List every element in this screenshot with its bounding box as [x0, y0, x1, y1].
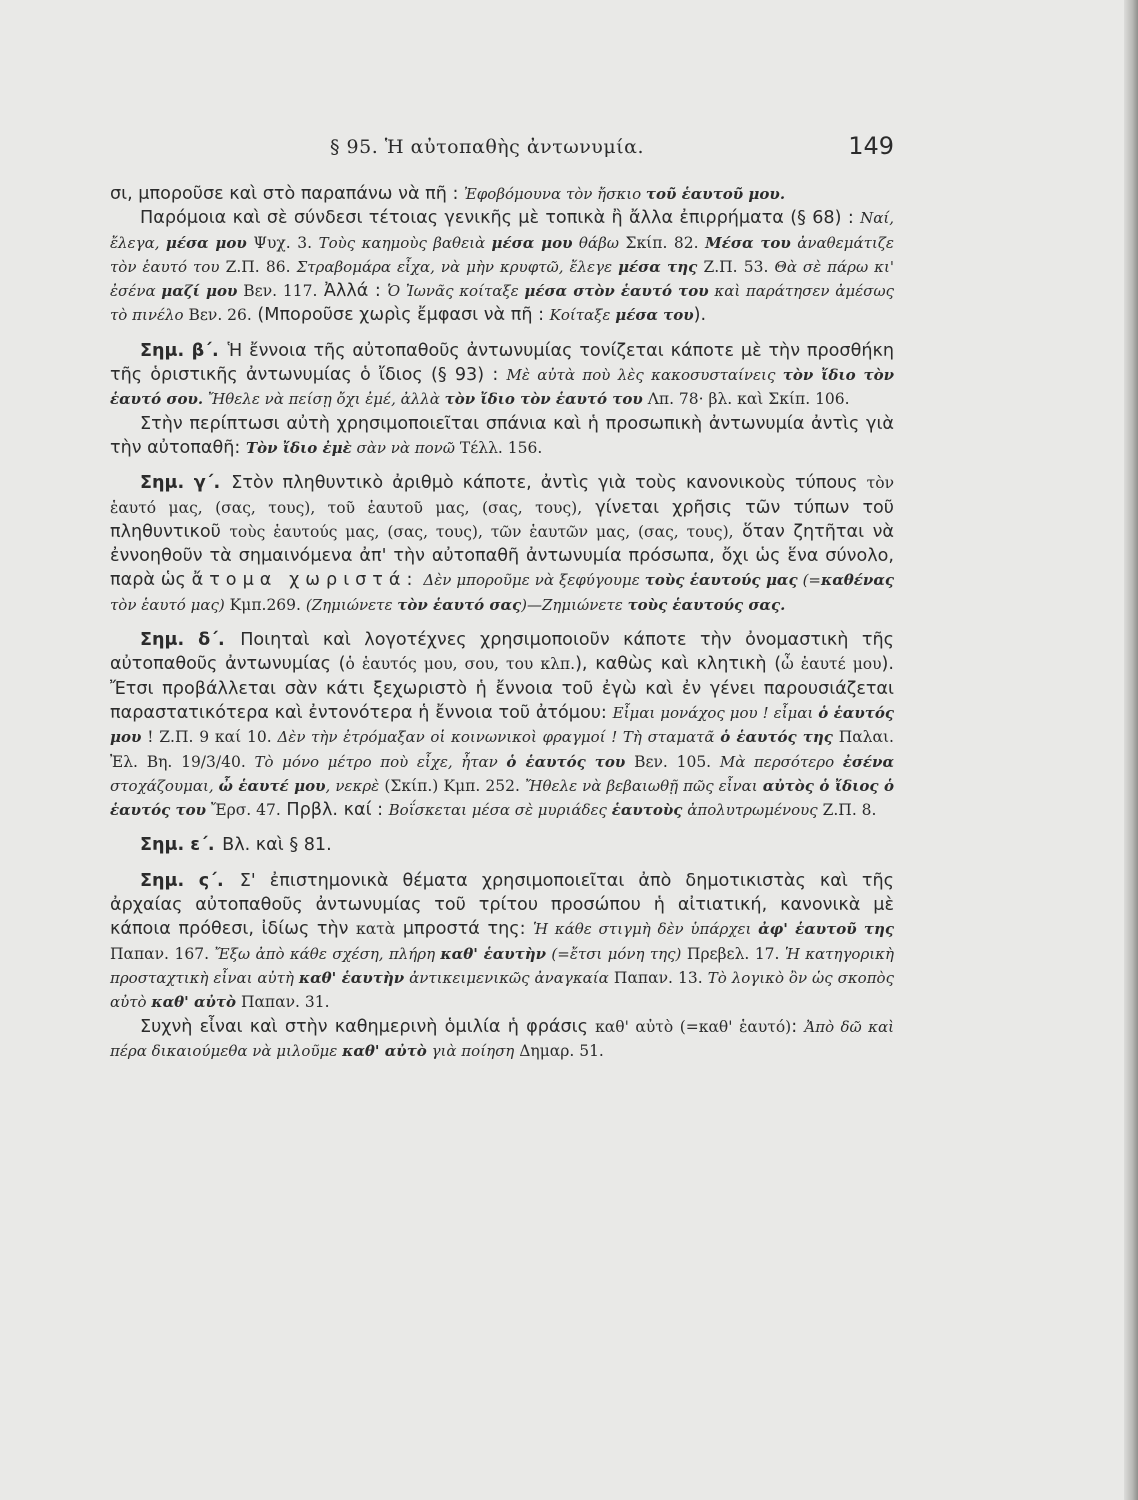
note-e: Σημ. ε΄. Βλ. καὶ § 81.: [140, 835, 332, 856]
note-f: Σημ. ς΄. Σ' ἐπιστημονικὰ θέματα χρησιμοποιεῖται ἀπὸ δημοτικιστὰς καὶ τῆς ἀρχαίας αὐτοπαθοῦς ἀντωνυμίας τοῦ τρίτου προσώπου ἡ αἰτιατική, κανονικὰ μὲ κάποια πρόθεσι, ἰδίως τὴν κατὰ μπροστά της: Ἡ κάθε στιγμὴ δὲν ὑπάρχει ἀφ' ἑαυτοῦ της Παπαν. 167. Ἔξω ἀπὸ κάθε σχέση, πλήρη καθ' ἑαυτὴν (=ἔτσι μόνη της) Πρεβελ. 17. Ἡ κατηγορικὴ προσταχτικὴ εἶναι αὐτὴ καθ' ἑαυτὴν ἀντικειμενικῶς ἀναγκαία Παπαν. 13. Τὸ λογικὸ ὂν ὡς σκοπὸς αὐτὸ καθ' αὐτὸ Παπαν. 31.: [110, 870, 894, 1012]
note-label: Σημ. β΄.: [140, 340, 219, 361]
paragraph-2: Παρόμοια καὶ σὲ σύνδεσι τέτοιας γενικῆς μὲ τοπικὰ ἢ ἄλλα ἐπιρρήματα (§ 68) : Ναί, ἔλεγα, μέσα μου Ψυχ. 3. Τοὺς καημοὺς βαθειὰ μέσα μου θάβω Σκίπ. 82. Μέσα του ἀναθεμάτιζε τὸν ἑαυτό του Ζ.Π. 86. Στραβομάρα εἶχα, νὰ μὴν κρυφτῶ, ἔλεγε μέσα της Ζ.Π. 53. Θὰ σὲ πάρω κι' ἐσένα μαζί μου Βεν. 117. Ἀλλά : Ὁ Ἰωνᾶς κοίταξε μέσα στὸν ἑαυτό του καὶ παράτησεν ἀμέσως τὸ πινέλο Βεν. 26. (Μποροῦσε χωρὶς ἔμφασι νὰ πῆ : Κοίταξε μέσα του).: [110, 208, 895, 326]
page-number: 149: [848, 132, 894, 160]
paragraph-4: Στὴν περίπτωσι αὐτὴ χρησιμοποιεῖται σπάνια καὶ ἡ προσωπικὴ ἀντωνυμία ἀντὶς γιὰ τὴν αὐτοπαθῆ: Τὸν ἴδιο ἐμὲ σὰν νὰ πονῶ Τέλλ. 156.: [110, 413, 894, 458]
running-title: § 95. Ἡ αὐτοπαθὴς ἀντωνυμία.: [330, 136, 644, 158]
body-text: [110, 182, 894, 1063]
note-d: Σημ. δ΄. Ποιηταὶ καὶ λογοτέχνες χρησιμοποιοῦν κάποτε τὴν ὀνομαστικὴ τῆς αὐτοπαθοῦς ἀντωνυμίας (ὁ ἑαυτός μου, σου, του κλπ.), καθὼς καὶ κλητικὴ (ὦ ἑαυτέ μου). Ἔτσι προβάλλεται σὰν κάτι ξεχωριστὸ ἡ ἔννοια τοῦ ἐγὼ καὶ ἐν γένει παρουσιάζεται παραστατικότερα καὶ ἐντονότερα ἡ ἔννοια τοῦ ἀτόμου: Εἶμαι μονάχος μου ! εἶμαι ὁ ἑαυτός μου ! Ζ.Π. 9 καί 10. Δὲν τὴν ἐτρόμαξαν οἱ κοινωνικοὶ φραγμοί ! Τὴ σταματᾶ ὁ ἑαυτός της Παλαι. Ἐλ. Βη. 19/3/40. Τὸ μόνο μέτρο ποὺ εἶχε, ἦταν ὁ ἑαυτός του Βεν. 105. Μὰ περσότερο ἐσένα στοχάζουμαι, ὦ ἑαυτέ μου, νεκρὲ (Σκίπ.) Κμπ. 252. Ἤθελε νὰ βεβαιωθῇ πῶς εἶναι αὐτὸς ὁ ἴδιος ὁ ἑαυτός του Ἔρσ. 47. Πρβλ. καί : Βοΐσκεται μέσα σὲ μυριάδες ἑαυτοὺς ἀπολυτρωμένους Ζ.Π. 8.: [110, 630, 894, 821]
note-b: Σημ. β΄. Ἡ ἔννοια τῆς αὐτοπαθοῦς ἀντωνυμίας τονίζεται κάποτε μὲ τὴν προσθήκη τῆς ὁριστικῆς ἀντωνυμίας ὁ ἴδιος (§ 93) : Μὲ αὐτὰ ποὺ λὲς κακοσυσταίνεις τὸν ἴδιο τὸν ἑαυτό σου. Ἤθελε νὰ πείσῃ ὄχι ἐμέ, ἀλλὰ τὸν ἴδιο τὸν ἑαυτό του Λπ. 78· βλ. καὶ Σκίπ. 106.: [110, 340, 895, 409]
page-edge: [1124, 0, 1138, 1500]
note-label: Σημ. ς΄.: [140, 870, 224, 891]
note-label: Σημ. γ΄.: [140, 473, 221, 494]
paragraph-9: Συχνὴ εἶναι καὶ στὴν καθημερινὴ ὁμιλία ἡ φράσις καθ' αὐτὸ (=καθ' ἑαυτό): Ἀπὸ δῶ καὶ πέρα δικαιούμεθα νὰ μιλοῦμε καθ' αὐτὸ γιὰ ποίηση Δημαρ. 51.: [110, 1016, 894, 1060]
note-label: Σημ. δ΄.: [140, 630, 225, 651]
note-label: Σημ. ε΄.: [140, 835, 215, 856]
running-head: [110, 132, 894, 166]
note-c: Σημ. γ΄. Στὸν πληθυντικὸ ἀριθμὸ κάποτε, ἀντὶς γιὰ τοὺς κανονικοὺς τύπους τὸν ἑαυτό μας, (σας, τους), τοῦ ἑαυτοῦ μας, (σας, τους), γίνεται χρῆσις τῶν τύπων τοῦ πληθυντικοῦ τοὺς ἑαυτούς μας, (σας, τους), τῶν ἑαυτῶν μας, (σας, τους), ὅταν ζητῆται νὰ ἐννοηθοῦν τὰ σημαινόμενα ἀπ' τὴν αὐτοπαθῆ ἀντωνυμία πρόσωπα, ὄχι ὡς ἕνα σύνολο, παρὰ ὡς ἄτομα χωριστά: Δὲν μποροῦμε νὰ ξεφύγουμε τοὺς ἑαυτούς μας (=καθένας τὸν ἑαυτό μας) Κμπ.269. (Ζημιώνετε τὸν ἑαυτό σας)—Ζημιώνετε τοὺς ἑαυτούς σας.: [110, 473, 895, 614]
paragraph-1: σι, μποροῦσε καὶ στὸ παραπάνω νὰ πῆ : Ἐφοβόμουνα τὸν ἤσκιο τοῦ ἑαυτοῦ μου.: [110, 184, 786, 204]
